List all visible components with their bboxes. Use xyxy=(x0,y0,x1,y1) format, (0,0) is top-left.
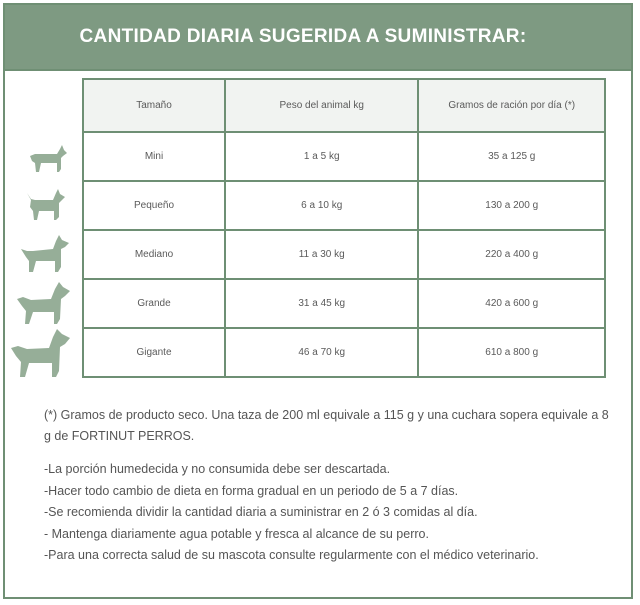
size-cell: Mini xyxy=(83,132,225,181)
table-row xyxy=(83,230,605,279)
dog-small-icon xyxy=(25,187,69,221)
dog-mini-icon xyxy=(27,143,69,173)
title-bar xyxy=(5,5,631,71)
table-header-row xyxy=(83,79,605,132)
grams-cell: 35 a 125 g xyxy=(418,132,605,181)
grams-cell: 220 a 400 g xyxy=(418,230,605,279)
notes-section xyxy=(44,405,619,567)
grams-cell: 420 a 600 g xyxy=(418,279,605,328)
column-header-weight: Peso del animal kg xyxy=(225,79,418,132)
ration-table xyxy=(82,78,606,378)
list-item: - Mantenga diariamente agua potable y fresca al alcance de su perro. xyxy=(44,526,429,541)
size-cell: Pequeño xyxy=(83,181,225,230)
table-row xyxy=(83,328,605,377)
table-row xyxy=(83,181,605,230)
dog-medium-icon xyxy=(19,233,73,273)
page-title: CANTIDAD DIARIA SUGERIDA A SUMINISTRAR: xyxy=(79,26,527,47)
weight-cell: 6 a 10 kg xyxy=(225,181,418,230)
list-item: -Hacer todo cambio de dieta en forma gradual en un periodo de 5 a 7 días. xyxy=(44,483,459,498)
table-row xyxy=(83,279,605,328)
weight-cell: 1 a 5 kg xyxy=(225,132,418,181)
tips-list xyxy=(44,459,619,567)
list-item: -La porción humedecida y no consumida debe ser descartada. xyxy=(44,462,391,476)
column-header-grams: Gramos de ración por día (*) xyxy=(418,79,605,132)
list-item: -Para una correcta salud de su mascota consulte regularmente con el médico veterinario. xyxy=(44,548,539,562)
table-row xyxy=(83,132,605,181)
size-cell: Mediano xyxy=(83,230,225,279)
column-header-size: Tamaño xyxy=(83,79,225,132)
footnote: (*) Gramos de producto seco. Una taza de 200 ml equivale a 115 g y una cuchara sopera equivale a 8 g de FORTINUT PERROS. xyxy=(44,408,609,443)
weight-cell: 46 a 70 kg xyxy=(225,328,418,377)
grams-cell: 610 a 800 g xyxy=(418,328,605,377)
weight-cell: 31 a 45 kg xyxy=(225,279,418,328)
weight-cell: 11 a 30 kg xyxy=(225,230,418,279)
size-cell: Grande xyxy=(83,279,225,328)
size-cell: Gigante xyxy=(83,328,225,377)
dog-large-icon xyxy=(15,279,73,325)
grams-cell: 130 a 200 g xyxy=(418,181,605,230)
dog-giant-icon xyxy=(9,326,73,378)
list-item: -Se recomienda dividir la cantidad diaria a suministrar en 2 ó 3 comidas al día. xyxy=(44,505,478,519)
